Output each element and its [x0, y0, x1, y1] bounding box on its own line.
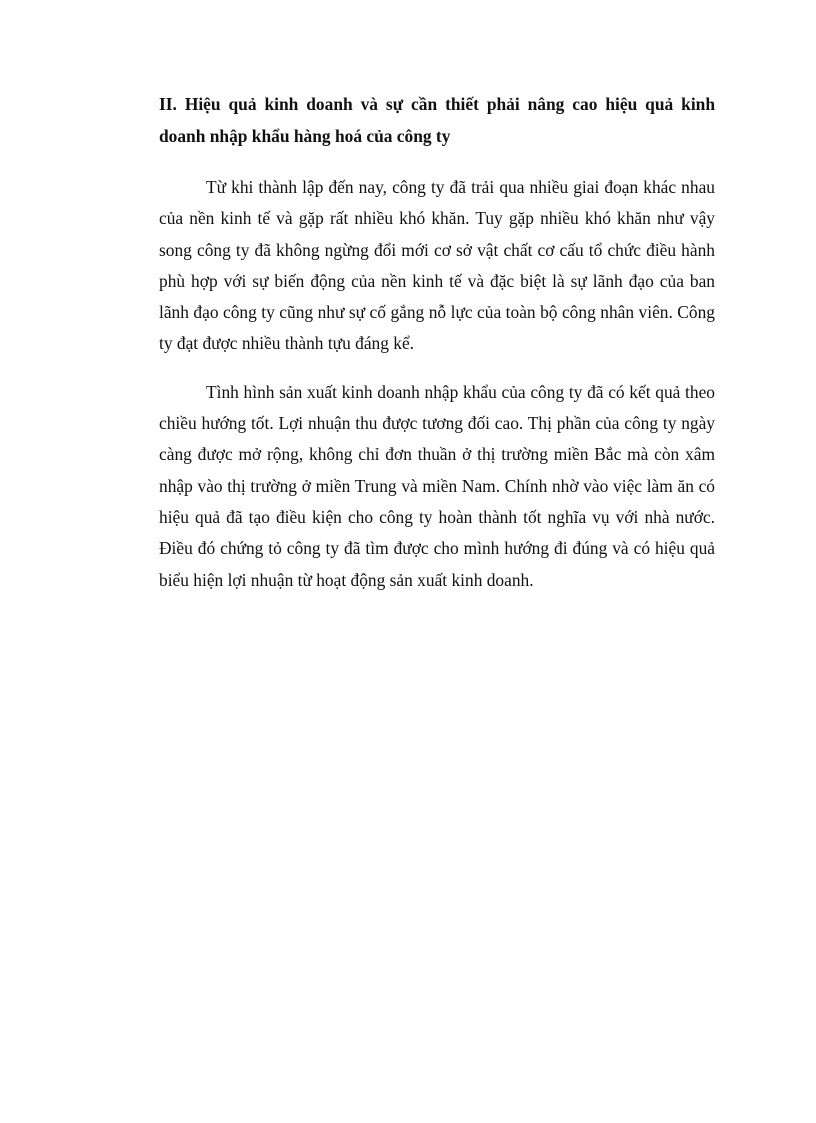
paragraph-2: Tình hình sản xuất kinh doanh nhập khẩu của công ty đã có kết quả theo chiều hướng tốt. Lợi nhuận thu được tương đối cao. Thị phần của công ty ngày càng được mở rộng, không chỉ đơn thuần ở thị trường miền Bắc mà còn xâm nhập vào thị trường ở miền Trung và miền Nam. Chính nhờ vào việc làm ăn có hiệu quả đã tạo điều kiện cho công ty hoàn thành tốt nghĩa vụ với nhà nước. Điều đó chứng tỏ công ty đã tìm được cho mình hướng đi đúng và có hiệu quả biểu hiện lợi nhuận từ hoạt động sản xuất kinh doanh.	[159, 381, 715, 590]
section-heading: II. Hiệu quả kinh doanh và sự cần thiết phải nâng cao hiệu quả kinh doanh nhập khẩu hàng hoá của công ty	[159, 94, 715, 146]
document-page	[159, 88, 715, 596]
paragraph-1: Từ khi thành lập đến nay, công ty đã trải qua nhiều giai đoạn khác nhau của nền kinh tế và gặp rất nhiều khó khăn. Tuy gặp nhiều khó khăn như vậy song công ty đã không ngừng đổi mới cơ sở vật chất cơ cấu tổ chức điều hành phù hợp với sự biến động của nền kinh tế và đặc biệt là sự lãnh đạo của ban lãnh đạo công ty cũng như sự cố gắng nỗ lực của toàn bộ công nhân viên. Công ty đạt được nhiều thành tựu đáng kể.	[159, 177, 715, 354]
